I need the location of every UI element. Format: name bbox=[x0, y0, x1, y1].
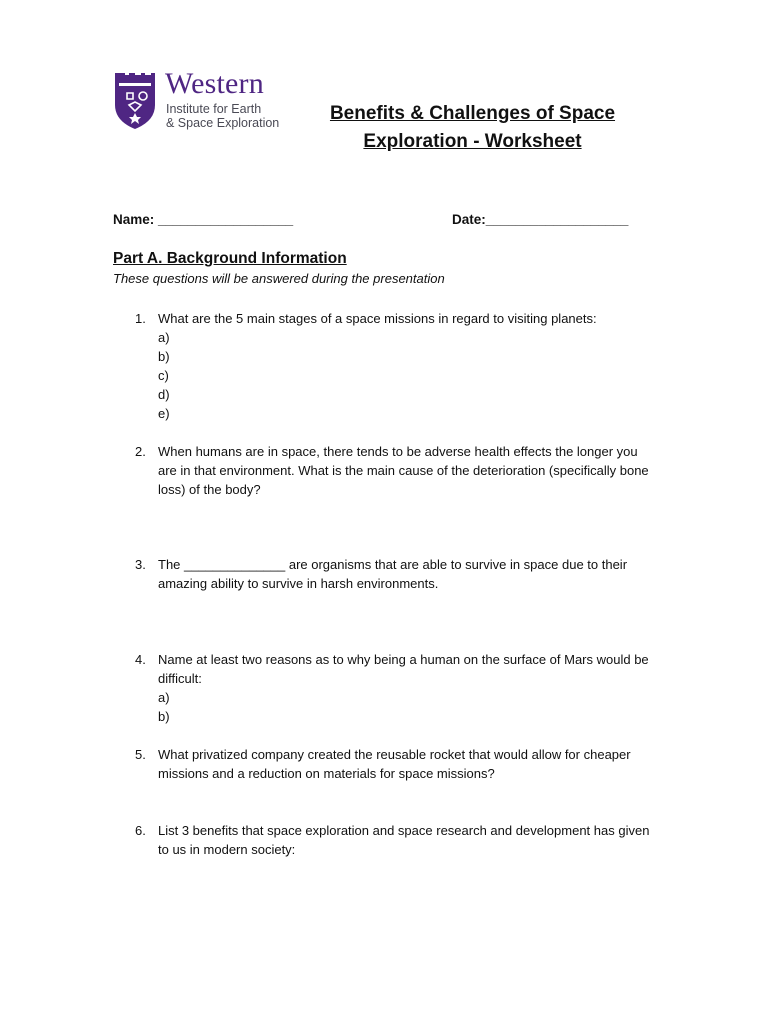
question-text: When humans are in space, there tends to be adverse health effects the longer you are in that environment. What is the main cause of the deterioration (specifically bone loss) of the body? bbox=[158, 444, 649, 497]
question-4 bbox=[135, 650, 655, 726]
question-text: List 3 benefits that space exploration and space research and development has given to us in modern society: bbox=[158, 823, 650, 857]
question-3 bbox=[135, 555, 655, 593]
answer-option-e: e) bbox=[158, 406, 170, 421]
question-text: What privatized company created the reusable rocket that would allow for cheaper missions and a reduction on materials for space missions? bbox=[158, 747, 631, 781]
answer-option-b: b) bbox=[158, 709, 170, 724]
question-6 bbox=[135, 821, 655, 859]
question-text: What are the 5 main stages of a space missions in regard to visiting planets: bbox=[158, 311, 597, 326]
part-a-title: Part A. Background Information bbox=[113, 250, 347, 267]
title-line2: Exploration - Worksheet bbox=[363, 131, 582, 152]
question-number: 5. bbox=[135, 747, 146, 762]
name-field[interactable]: Name: __________________ bbox=[113, 212, 294, 227]
logo-subtitle-line1: Institute for Earth bbox=[166, 102, 262, 116]
question-number: 6. bbox=[135, 823, 146, 838]
logo-subtitle-line2: & Space Exploration bbox=[166, 116, 280, 130]
logo-subtitle bbox=[166, 102, 279, 130]
question-2 bbox=[135, 442, 655, 499]
question-number: 1. bbox=[135, 311, 146, 326]
institute-logo bbox=[113, 67, 313, 133]
question-1 bbox=[135, 309, 655, 423]
answer-option-d: d) bbox=[158, 387, 170, 402]
answer-option-a: a) bbox=[158, 690, 170, 705]
answer-option-b: b) bbox=[158, 349, 170, 364]
question-5 bbox=[135, 745, 655, 783]
question-number: 3. bbox=[135, 557, 146, 572]
question-text: Name at least two reasons as to why being a human on the surface of Mars would be difficult: bbox=[158, 652, 649, 686]
date-field[interactable]: Date:___________________ bbox=[452, 212, 629, 227]
question-text: The ______________ are organisms that are able to survive in space due to their amazing ability to survive in harsh environments. bbox=[158, 557, 628, 591]
question-number: 4. bbox=[135, 652, 146, 667]
question-number: 2. bbox=[135, 444, 146, 459]
answer-option-c: c) bbox=[158, 368, 169, 383]
logo-name: Western bbox=[165, 67, 264, 100]
shield-icon bbox=[113, 71, 157, 131]
worksheet-title bbox=[300, 100, 645, 156]
title-line1: Benefits & Challenges of Space bbox=[329, 103, 616, 124]
part-a-subtitle: These questions will be answered during the presentation bbox=[113, 271, 445, 286]
answer-option-a: a) bbox=[158, 330, 170, 345]
